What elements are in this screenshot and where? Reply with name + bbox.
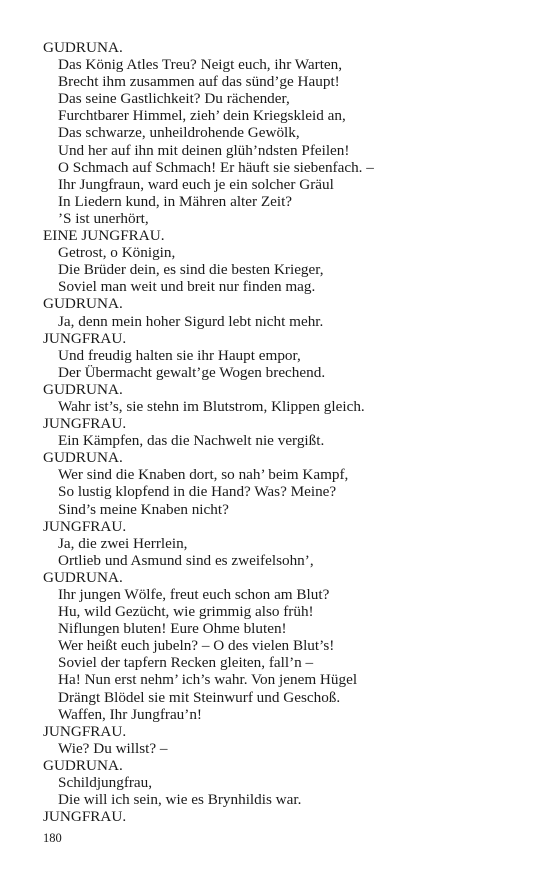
verse-line: Ha! Nun erst nehm’ ich’s wahr. Von jenem Hügel [58,671,358,689]
speaker-name: JUNGFRAU. [43,329,127,347]
verse-line: In Liedern kund, in Mähren alter Zeit? [58,192,293,210]
verse-line: Brecht ihm zusammen auf das sünd’ge Haupt! [58,73,340,91]
speaker-name: GUDRUNA. [43,380,123,398]
verse-line: Niflungen bluten! Eure Ohme bluten! [58,620,287,638]
speaker-name: JUNGFRAU. [43,808,127,826]
verse-line: Soviel der tapfern Recken gleiten, fall’n – [58,654,314,672]
speaker-name: GUDRUNA. [43,568,123,586]
verse-line: Das König Atles Treu? Neigt euch, ihr Warten, [58,56,343,74]
verse-line: Getrost, o Königin, [58,244,176,262]
verse-line: Die will ich sein, wie es Brynhildis war. [58,791,302,809]
verse-line: Ein Kämpfen, das die Nachwelt nie vergißt. [58,432,325,450]
speaker-name: GUDRUNA. [43,449,123,467]
verse-line: Ortlieb und Asmund sind es zweifelsohn’, [58,551,314,569]
verse-line: Drängt Blödel sie mit Steinwurf und Geschoß. [58,688,341,706]
speaker-name: GUDRUNA. [43,295,123,313]
speaker-name: JUNGFRAU. [43,517,127,535]
speaker-name: GUDRUNA. [43,39,123,56]
speaker-name: GUDRUNA. [43,756,123,774]
verse-line: Ja, denn mein hoher Sigurd lebt nicht mehr. [58,312,324,330]
page-number: 180 [43,831,62,845]
verse-line: Wie? Du willst? – [58,739,168,757]
verse-line: Sind’s meine Knaben nicht? [58,500,229,518]
verse-line: Das schwarze, unheildrohende Gewölk, [58,124,300,142]
verse-line: Das seine Gastlichkeit? Du rächender, [58,90,290,108]
verse-line: Wer heißt euch jubeln? – O des vielen Blut’s! [58,637,335,655]
verse-line: Furchtbarer Himmel, zieh’ dein Kriegskleid an, [58,107,346,125]
verse-line: Schildjungfrau, [58,774,153,792]
verse-line: Wer sind die Knaben dort, so nah’ beim Kampf, [58,466,349,484]
verse-line: Ihr Jungfraun, ward euch je ein solcher Gräul [58,175,334,193]
speaker-name: JUNGFRAU. [43,415,127,433]
verse-line: Die Brüder dein, es sind die besten Krieger, [58,261,324,279]
verse-line: Ihr jungen Wölfe, freut euch schon am Blut? [58,586,330,603]
verse-line: ’S ist unerhört, [58,209,149,227]
verse-line: So lustig klopfend in die Hand? Was? Meine? [58,483,337,501]
verse-line: Und freudig halten sie ihr Haupt empor, [58,346,301,364]
verse-line: O Schmach auf Schmach! Er häuft sie siebenfach. – [58,158,374,176]
verse-line: Und her auf ihn mit deinen glüh’ndsten Pfeilen! [58,141,350,159]
verse-line: Der Übermacht gewalt’ge Wogen brechend. [58,363,326,381]
verse-line: Ja, die zwei Herrlein, [58,534,188,552]
speaker-name: EINE JUNGFRAU. [43,227,165,245]
speaker-name: JUNGFRAU. [43,722,127,740]
verse-line: Wahr ist’s, sie stehn im Blutstrom, Klippen gleich. [58,397,365,415]
verse-line: Soviel man weit und breit nur finden mag. [58,278,316,296]
verse-line: Waffen, Ihr Jungfrau’n! [58,705,202,723]
verse-line: Hu, wild Gezücht, wie grimmig also früh! [58,603,314,621]
drama-text-block [43,39,523,825]
